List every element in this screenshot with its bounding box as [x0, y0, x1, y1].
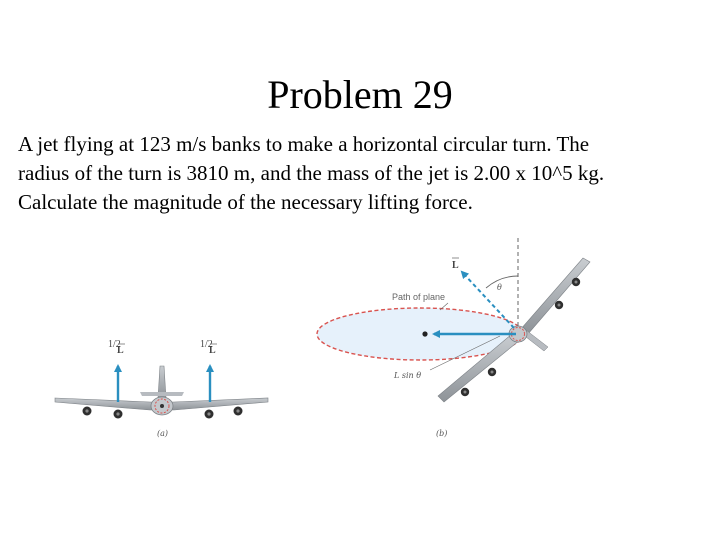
svg-text:1/2: 1/2 [200, 339, 213, 350]
jet-a-stabilizer [140, 392, 184, 396]
path-center-dot [422, 331, 427, 336]
svg-text:L: L [452, 260, 459, 271]
slide-title: Problem 29 [267, 72, 453, 117]
lift-label-left [108, 339, 125, 356]
component-label: L sin θ [394, 371, 422, 380]
angle-label: θ [497, 283, 502, 292]
panel-a-jet-front-view [55, 339, 268, 438]
lift-vector-label [452, 258, 459, 271]
angle-arc [486, 276, 518, 288]
problem-line-2: radius of the turn is 3810 m, and the mass of the jet is 2.00 x 10^5 kg. [18, 161, 605, 185]
svg-text:1/2: 1/2 [108, 339, 121, 350]
lift-label-right [200, 339, 217, 356]
panel-b-banked-jet [317, 238, 590, 438]
jet-a-center-dot [160, 404, 164, 408]
panel-a-caption: (a) [157, 429, 169, 438]
svg-text:L: L [117, 345, 124, 356]
jet-b-wing-upper [520, 258, 590, 334]
problem-line-3: Calculate the magnitude of the necessary lifting force. [18, 190, 473, 214]
problem-line-1: A jet flying at 123 m/s banks to make a horizontal circular turn. The [18, 132, 590, 156]
svg-text:L: L [209, 345, 216, 356]
path-of-plane-label: Path of plane [392, 292, 446, 302]
panel-b-caption: (b) [436, 429, 448, 438]
